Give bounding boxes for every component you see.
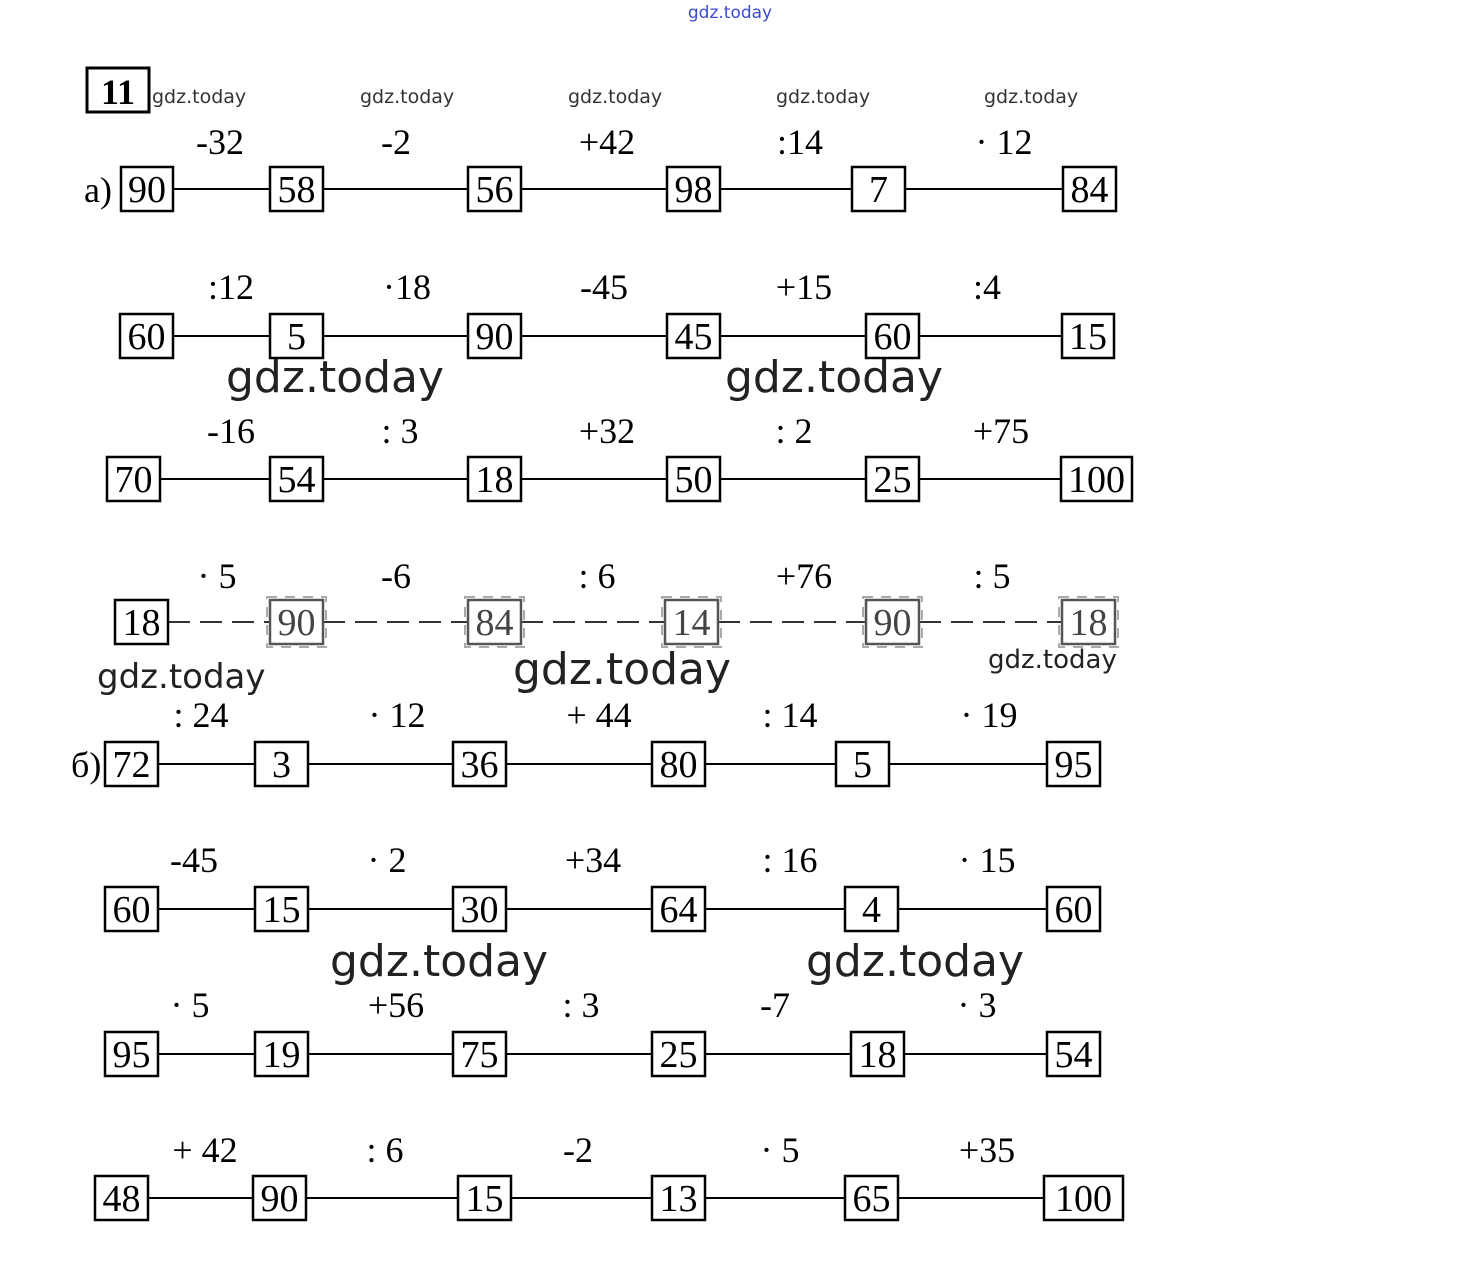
value-box-number: 84: [475, 602, 514, 644]
value-box-number: 60: [127, 316, 166, 358]
value-box-number: 18: [122, 602, 161, 644]
operation-label: : 3: [562, 985, 600, 1025]
value-box-number: 18: [1069, 602, 1108, 644]
operation-label: :12: [207, 267, 255, 307]
value-box-number: 80: [659, 744, 698, 786]
operation-label: · 3: [957, 985, 997, 1025]
operation-label: · 15: [958, 840, 1016, 880]
task-number-badge: [87, 68, 149, 112]
value-box-number: 48: [102, 1178, 141, 1220]
operation-label: ·18: [383, 267, 431, 307]
operation-label: :14: [776, 122, 824, 162]
operation-label: +15: [775, 267, 833, 307]
value-box-number: 45: [674, 316, 713, 358]
operation-label: : 24: [173, 695, 229, 735]
value-box-number: 13: [659, 1178, 698, 1220]
operation-chain: [84, 122, 1116, 211]
value-box-number: 7: [869, 169, 888, 211]
operation-label: +42: [578, 122, 636, 162]
operation-label: +56: [367, 985, 425, 1025]
operation-label: : 2: [775, 411, 813, 451]
value-box-number: 54: [1054, 1034, 1093, 1076]
value-box-number: 54: [277, 459, 316, 501]
value-box-number: 84: [1070, 169, 1109, 211]
value-box-number: 75: [460, 1034, 499, 1076]
watermark-large: gdz.today: [513, 644, 732, 695]
value-box-number: 100: [1068, 459, 1125, 501]
watermark-small: gdz.today: [984, 86, 1079, 108]
value-box-number: 70: [114, 459, 153, 501]
value-box-number: 36: [460, 744, 499, 786]
part-label: а): [84, 170, 112, 210]
value-box-number: 56: [475, 169, 514, 211]
operation-label: +35: [958, 1130, 1016, 1170]
value-box-number: 95: [112, 1034, 151, 1076]
value-box-number: 15: [465, 1178, 504, 1220]
value-box-number: 100: [1055, 1178, 1112, 1220]
operation-label: · 5: [197, 556, 237, 596]
value-box-number: 90: [260, 1178, 299, 1220]
value-box-number: 50: [674, 459, 713, 501]
operation-label: · 5: [170, 985, 210, 1025]
operation-label: · 5: [760, 1130, 800, 1170]
operation-label: + 42: [172, 1130, 238, 1170]
operation-label: -2: [381, 122, 411, 162]
operation-label: -45: [170, 840, 218, 880]
value-box-number: 3: [272, 744, 291, 786]
part-label: б): [71, 745, 102, 785]
value-box-number: 4: [862, 889, 881, 931]
operation-chain: [105, 985, 1100, 1076]
value-box-number: 90: [873, 602, 912, 644]
watermark-small: gdz.today: [568, 86, 663, 108]
task-number: 11: [100, 72, 136, 112]
value-box-number: 90: [128, 169, 166, 211]
operation-label: : 14: [762, 695, 818, 735]
watermark-small: gdz.today: [360, 86, 455, 108]
operation-label: · 12: [975, 122, 1033, 162]
value-box-number: 95: [1054, 744, 1093, 786]
watermark-large: gdz.today: [226, 352, 445, 403]
watermark-large: gdz.today: [330, 936, 549, 987]
value-box-number: 72: [112, 744, 151, 786]
operation-chain: [120, 267, 1114, 358]
operation-label: : 6: [578, 556, 616, 596]
operation-label: : 5: [973, 556, 1011, 596]
value-box-number: 98: [674, 169, 713, 211]
watermark-large: gdz.today: [806, 936, 1025, 987]
value-box-number: 15: [262, 889, 301, 931]
value-box-number: 65: [852, 1178, 891, 1220]
operation-label: -16: [207, 411, 255, 451]
value-box-number: 90: [277, 602, 316, 644]
watermark-large: gdz.today: [97, 657, 266, 697]
operation-chain: [71, 695, 1100, 786]
watermark-large: gdz.today: [988, 645, 1117, 675]
value-box-number: 19: [262, 1034, 301, 1076]
operation-label: -7: [760, 985, 790, 1025]
value-box-number: 64: [659, 889, 698, 931]
operation-chain: [105, 840, 1100, 931]
operation-label: : 3: [381, 411, 419, 451]
operation-label: : 16: [762, 840, 818, 880]
value-box-number: 5: [287, 316, 306, 358]
operation-label: · 19: [960, 695, 1018, 735]
operation-label: -32: [196, 122, 244, 162]
operation-chain: [115, 556, 1118, 647]
watermark-small: gdz.today: [776, 86, 871, 108]
operation-label: · 2: [367, 840, 407, 880]
operation-chain: [95, 1130, 1123, 1220]
value-box-number: 90: [475, 316, 514, 358]
value-box-number: 58: [277, 169, 316, 211]
value-box-number: 15: [1069, 316, 1107, 358]
operation-label: -2: [563, 1130, 593, 1170]
value-box-number: 5: [853, 744, 872, 786]
value-box-number: 25: [659, 1034, 698, 1076]
value-box-number: 30: [460, 889, 499, 931]
value-box-number: 18: [858, 1034, 897, 1076]
top-watermark-row: [152, 86, 1078, 108]
value-box-number: 60: [112, 889, 151, 931]
operation-label: + 44: [566, 695, 632, 735]
operation-label: -6: [381, 556, 411, 596]
operation-label: · 12: [368, 695, 426, 735]
operation-label: : 6: [366, 1130, 404, 1170]
watermark-large: gdz.today: [725, 352, 944, 403]
operation-label: +75: [972, 411, 1030, 451]
operation-label: -45: [580, 267, 628, 307]
operation-label: +32: [578, 411, 636, 451]
value-box-number: 60: [1054, 889, 1093, 931]
value-box-number: 25: [873, 459, 912, 501]
operation-label: :4: [972, 267, 1002, 307]
operation-label: +76: [775, 556, 833, 596]
value-box-number: 60: [873, 316, 912, 358]
header-watermark: gdz.today: [687, 3, 773, 23]
operation-label: +34: [564, 840, 622, 880]
operation-chain: [107, 411, 1132, 501]
value-box-number: 18: [475, 459, 514, 501]
watermark-small: gdz.today: [152, 86, 247, 108]
value-box-number: 14: [672, 602, 711, 644]
